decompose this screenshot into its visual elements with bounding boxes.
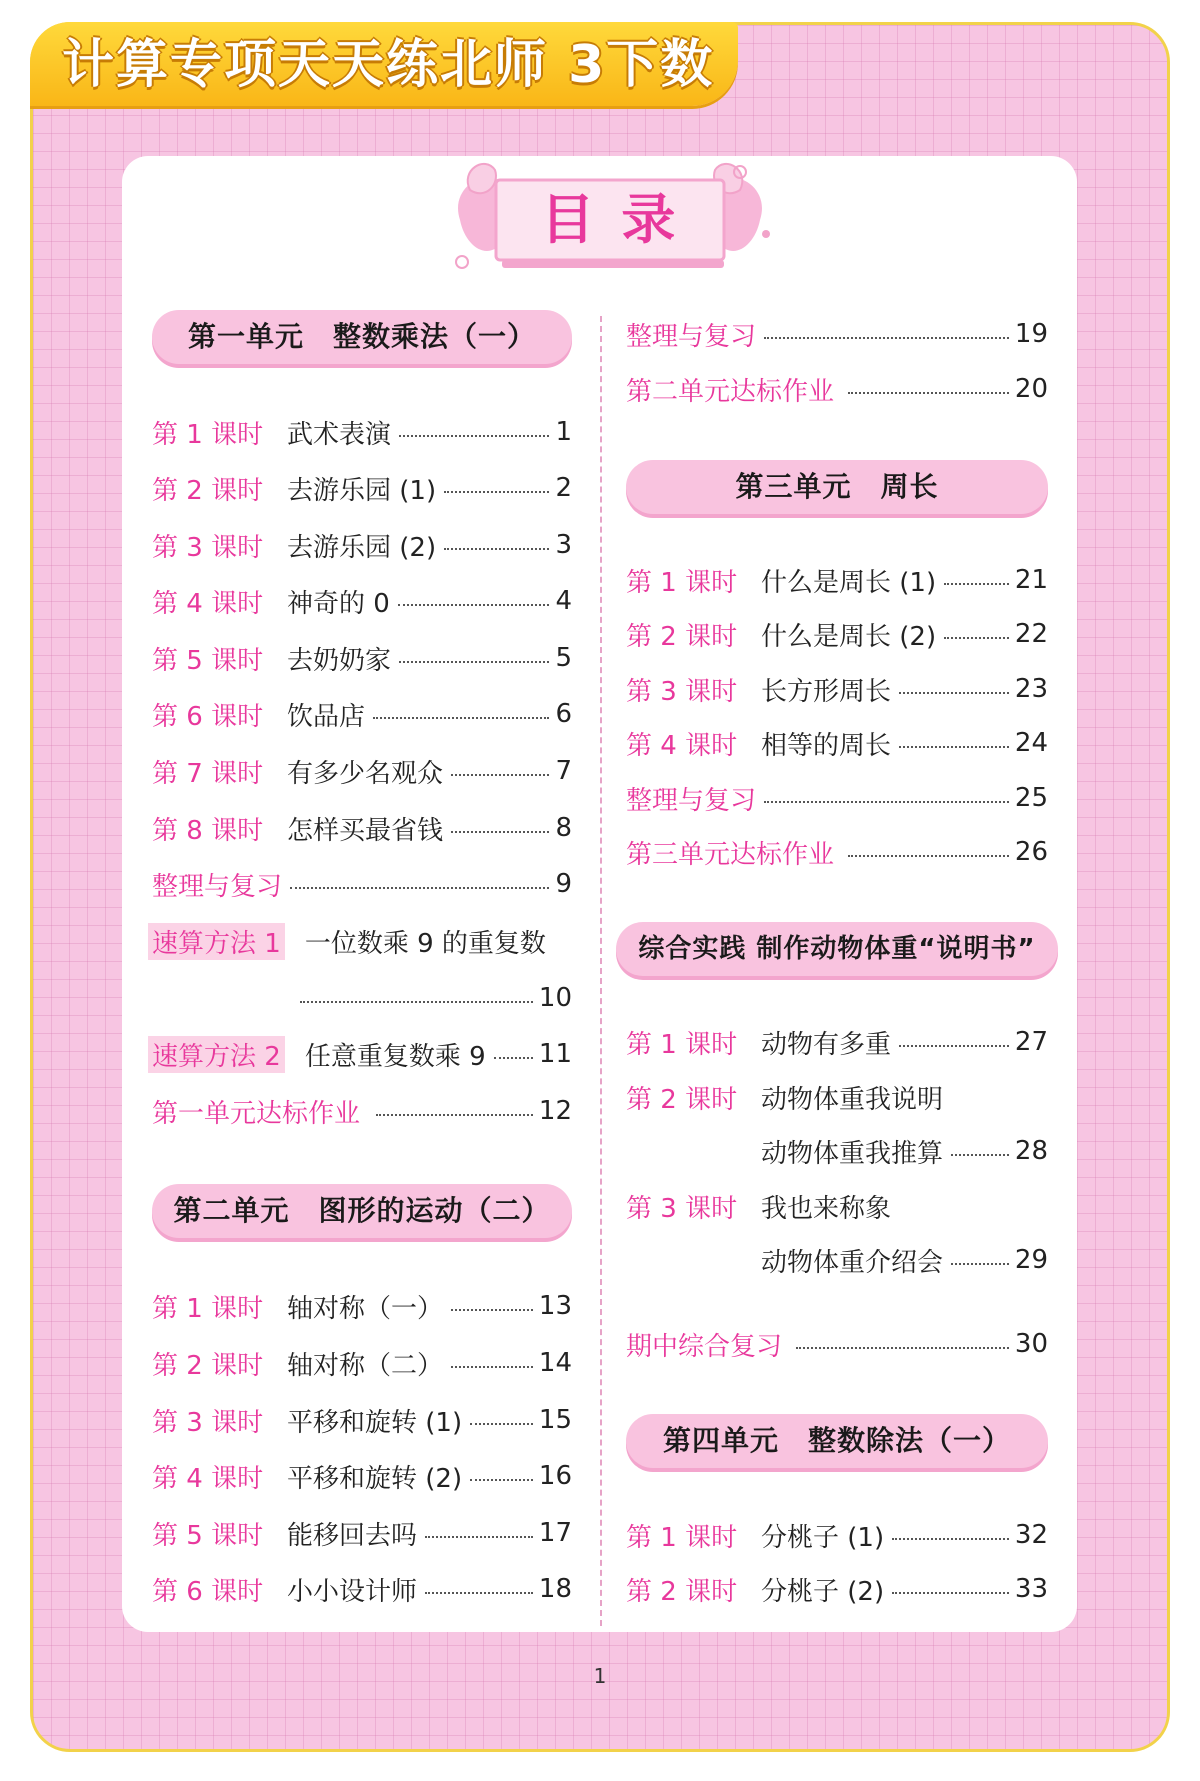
page-number: 3 — [555, 530, 572, 560]
page-number: 29 — [1014, 1245, 1048, 1275]
toc-row-practice-l3[interactable] — [626, 1186, 1048, 1226]
leader-dots — [494, 1057, 533, 1059]
toc-row-u1-method2[interactable] — [148, 1034, 572, 1074]
toc-row-u2-review[interactable] — [626, 314, 1048, 354]
leader-dots — [848, 855, 1009, 857]
assignment-label: 第三单元达标作业 — [626, 839, 835, 870]
lesson-title: 能移回去吗 — [287, 1520, 418, 1551]
assignment-label: 第一单元达标作业 — [152, 1098, 361, 1129]
page-number: 4 — [555, 586, 572, 616]
lesson-title: 去游乐园 (2) — [287, 532, 437, 563]
page-number: 13 — [538, 1291, 572, 1321]
lesson-label: 第 3 课时 — [152, 532, 264, 563]
lesson-label: 第 1 课时 — [626, 567, 738, 598]
page-number: 1 — [555, 417, 572, 447]
leader-dots — [951, 1154, 1009, 1156]
practice-heading: 综合实践 制作动物体重“说明书” — [616, 922, 1058, 976]
lesson-label: 第 2 课时 — [626, 1576, 738, 1607]
review-label: 整理与复习 — [152, 871, 283, 902]
leader-dots — [796, 1347, 1009, 1349]
toc-row-u2-l6[interactable] — [152, 1569, 572, 1609]
lesson-title: 饮品店 — [287, 701, 366, 732]
leader-dots — [290, 887, 549, 889]
leader-dots — [398, 604, 550, 606]
page-number: 32 — [1014, 1520, 1048, 1550]
lesson-label: 第 6 课时 — [152, 1576, 264, 1607]
lesson-label: 第 5 课时 — [152, 645, 264, 676]
page-number: 23 — [1014, 674, 1048, 704]
lesson-title: 小小设计师 — [287, 1576, 418, 1607]
leader-dots — [944, 637, 1009, 639]
lesson-label: 第 5 课时 — [152, 1520, 264, 1551]
page-number: 16 — [538, 1461, 572, 1491]
page-number: 27 — [1014, 1027, 1048, 1057]
toc-row-practice-l2-sub[interactable] — [761, 1131, 1048, 1171]
leader-dots — [425, 1592, 533, 1594]
leader-dots — [899, 1045, 1009, 1047]
lesson-title: 去游乐园 (1) — [287, 475, 437, 506]
page-number: 11 — [538, 1039, 572, 1069]
toc-row-u1-method1[interactable] — [148, 921, 572, 961]
lesson-title: 动物体重我说明 — [761, 1084, 944, 1115]
toc-row-practice-l2[interactable] — [626, 1077, 1048, 1117]
toc-row-practice-l3-sub[interactable] — [761, 1240, 1048, 1280]
leader-dots — [451, 1366, 533, 1368]
lesson-label: 第 7 课时 — [152, 758, 264, 789]
leader-dots — [470, 1423, 533, 1425]
toc-row-u1-l7[interactable] — [152, 751, 572, 791]
lesson-title: 有多少名观众 — [287, 758, 444, 789]
toc-row-u3-assignment[interactable] — [626, 832, 1048, 872]
lesson-title: 什么是周长 (1) — [761, 567, 937, 598]
leader-dots — [944, 583, 1009, 585]
lesson-title: 平移和旋转 (1) — [287, 1407, 463, 1438]
lesson-label: 第 4 课时 — [152, 1463, 264, 1494]
toc-row-u2-l1[interactable] — [152, 1286, 572, 1326]
lesson-label: 第 1 课时 — [626, 1029, 738, 1060]
toc-row-u1-l3[interactable] — [152, 525, 572, 565]
review-label: 整理与复习 — [626, 785, 757, 816]
lesson-label: 第 2 课时 — [626, 1084, 738, 1115]
lesson-label: 第 2 课时 — [152, 1350, 264, 1381]
page-number: 21 — [1014, 565, 1048, 595]
lesson-label: 第 3 课时 — [626, 1193, 738, 1224]
lesson-title: 分桃子 (1) — [761, 1522, 885, 1553]
leader-dots — [899, 692, 1009, 694]
page-number: 24 — [1014, 728, 1048, 758]
lesson-label: 第 3 课时 — [152, 1407, 264, 1438]
toc-row-u2-l5[interactable] — [152, 1513, 572, 1553]
lesson-label: 第 2 课时 — [152, 475, 264, 506]
toc-row-u1-l4[interactable] — [152, 581, 572, 621]
toc-row-u3-l2[interactable] — [626, 614, 1048, 654]
page-number: 8 — [555, 813, 572, 843]
leader-dots — [425, 1536, 533, 1538]
leader-dots — [451, 774, 549, 776]
lesson-title: 怎样买最省钱 — [287, 815, 444, 846]
lesson-title: 轴对称（二） — [287, 1350, 444, 1381]
footer-page-number: 1 — [593, 1664, 607, 1688]
page-number: 6 — [555, 699, 572, 729]
toc-row-u2-l3[interactable] — [152, 1400, 572, 1440]
page-number: 19 — [1014, 319, 1048, 349]
leader-dots — [444, 491, 549, 493]
leader-dots — [444, 548, 549, 550]
leader-dots — [451, 1309, 533, 1311]
column-divider — [600, 316, 602, 1626]
page-number: 25 — [1014, 783, 1048, 813]
toc-row-u2-assignment[interactable] — [626, 369, 1048, 409]
method-label: 速算方法 1 — [148, 923, 285, 960]
lesson-label: 第 3 课时 — [626, 676, 738, 707]
toc-row-midterm[interactable] — [626, 1324, 1048, 1364]
page-number: 17 — [538, 1518, 572, 1548]
page-number: 28 — [1014, 1136, 1048, 1166]
toc-row-u2-l4[interactable] — [152, 1456, 572, 1496]
lesson-title: 神奇的 0 — [287, 588, 390, 619]
toc-row-u4-l1[interactable] — [626, 1515, 1048, 1555]
method-title: 任意重复数乘 9 — [304, 1041, 486, 1072]
midterm-label: 期中综合复习 — [626, 1331, 783, 1362]
lesson-label: 第 1 课时 — [152, 419, 264, 450]
page-number: 12 — [538, 1096, 572, 1126]
page-number: 22 — [1014, 619, 1048, 649]
lesson-label: 第 4 课时 — [152, 588, 264, 619]
unit3-heading: 第三单元 周长 — [626, 460, 1048, 514]
toc-row-u1-assignment[interactable] — [152, 1091, 572, 1131]
leader-dots — [764, 337, 1009, 339]
lesson-title: 武术表演 — [287, 419, 392, 450]
toc-row-u1-l2[interactable] — [152, 468, 572, 508]
page-number: 14 — [538, 1348, 572, 1378]
toc-row-u1-l1[interactable] — [152, 412, 572, 452]
page-number: 7 — [555, 756, 572, 786]
toc-row-u3-l1[interactable] — [626, 560, 1048, 600]
leader-dots — [892, 1592, 1009, 1594]
lesson-label: 第 1 课时 — [626, 1522, 738, 1553]
unit4-heading: 第四单元 整数除法（一） — [626, 1414, 1048, 1468]
lesson-label: 第 1 课时 — [152, 1293, 264, 1324]
leader-dots — [470, 1479, 533, 1481]
lesson-label: 第 2 课时 — [626, 621, 738, 652]
page-number: 9 — [555, 869, 572, 899]
toc-row-u3-l3[interactable] — [626, 669, 1048, 709]
lesson-title: 轴对称（一） — [287, 1293, 444, 1324]
page-number: 33 — [1014, 1574, 1048, 1604]
toc-row-u1-l5[interactable] — [152, 638, 572, 678]
toc-row-u1-method1-page[interactable] — [300, 978, 572, 1018]
leader-dots — [764, 801, 1009, 803]
leader-dots — [892, 1538, 1009, 1540]
leader-dots — [373, 717, 549, 719]
lesson-label: 第 4 课时 — [626, 730, 738, 761]
lesson-label: 第 8 课时 — [152, 815, 264, 846]
lesson-title: 我也来称象 — [761, 1193, 892, 1224]
page-number: 30 — [1014, 1329, 1048, 1359]
page-number: 2 — [555, 473, 572, 503]
toc-row-u1-l8[interactable] — [152, 808, 572, 848]
toc-row-u3-l4[interactable] — [626, 723, 1048, 763]
leader-dots — [399, 661, 549, 663]
toc-row-u2-l2[interactable] — [152, 1343, 572, 1383]
leader-dots — [899, 746, 1009, 748]
review-label: 整理与复习 — [626, 321, 757, 352]
lesson-subtitle: 动物体重我推算 — [761, 1138, 944, 1169]
lesson-subtitle: 动物体重介绍会 — [761, 1247, 944, 1278]
toc-row-u1-l6[interactable] — [152, 694, 572, 734]
leader-dots — [951, 1263, 1009, 1265]
lesson-title: 长方形周长 — [761, 676, 892, 707]
leader-dots — [300, 1001, 533, 1003]
assignment-label: 第二单元达标作业 — [626, 376, 835, 407]
leader-dots — [848, 392, 1009, 394]
toc-heading: 目 录 — [540, 188, 680, 251]
lesson-title: 什么是周长 (2) — [761, 621, 937, 652]
lesson-label: 第 6 课时 — [152, 701, 264, 732]
toc-row-u4-l2[interactable] — [626, 1569, 1048, 1609]
page-number: 10 — [538, 983, 572, 1013]
unit2-heading: 第二单元 图形的运动（二） — [152, 1184, 572, 1238]
page-number: 26 — [1014, 837, 1048, 867]
book-title: 计算专项天天练北师 3下数 — [62, 35, 715, 95]
method-title: 一位数乘 9 的重复数 — [304, 928, 546, 959]
toc-row-u1-review[interactable] — [152, 864, 572, 904]
toc-row-u3-review[interactable] — [626, 778, 1048, 818]
page-number: 18 — [538, 1574, 572, 1604]
lesson-title: 去奶奶家 — [287, 645, 392, 676]
page-number: 5 — [555, 643, 572, 673]
unit1-heading: 第一单元 整数乘法（一） — [152, 310, 572, 364]
lesson-title: 动物有多重 — [761, 1029, 892, 1060]
lesson-title: 平移和旋转 (2) — [287, 1463, 463, 1494]
leader-dots — [376, 1114, 533, 1116]
page-number: 20 — [1014, 374, 1048, 404]
lesson-title: 相等的周长 — [761, 730, 892, 761]
page-number: 15 — [538, 1405, 572, 1435]
leader-dots — [399, 435, 549, 437]
method-label: 速算方法 2 — [148, 1036, 285, 1073]
leader-dots — [451, 831, 549, 833]
lesson-title: 分桃子 (2) — [761, 1576, 885, 1607]
toc-row-practice-l1[interactable] — [626, 1022, 1048, 1062]
